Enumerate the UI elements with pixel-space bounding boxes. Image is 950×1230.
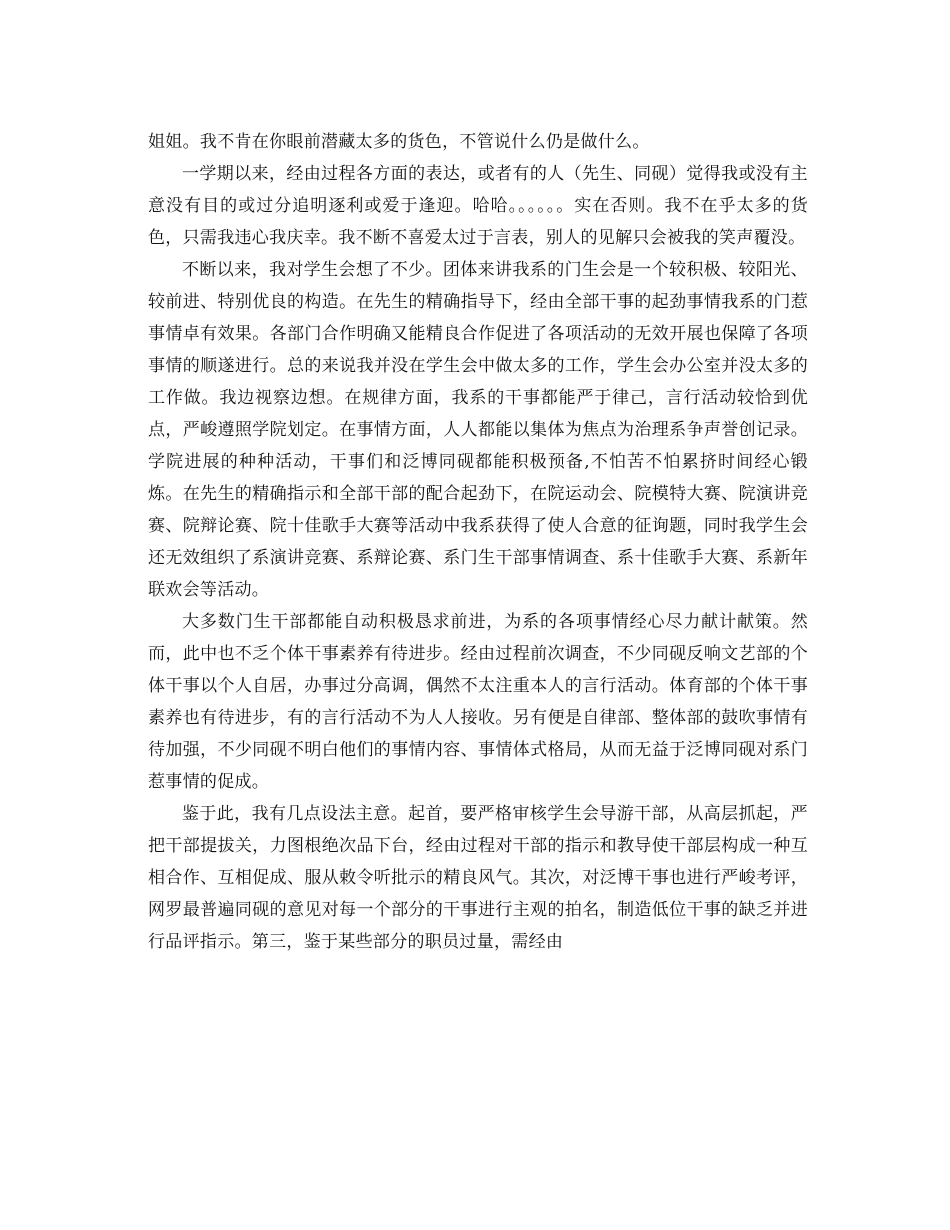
- paragraph-4: 大多数门生干部都能自动积极恳求前进，为系的各项事情经心尽力献计献策。然而，此中也不乏个体干事素养有待进步。经由过程前次调查，不少同砚反响文艺部的个体干事以个人自居，办事过分高调，偶然不太注重本人的言行活动。体育部的个体干事素养也有待进步，有的言行活动不为人人接收。另有便是自律部、整体部的鼓吹事情有待加强，不少同砚不明白他们的事情内容、事情体式格局，从而无益于泛博同砚对系门惹事情的促成。: [148, 612, 808, 792]
- paragraph-2: 一学期以来，经由过程各方面的表达，或者有的人（先生、同砚）觉得我或没有主意没有目的或过分追明逐利或爱于逢迎。哈哈。。。。。。实在否则。我不在乎太多的货色，只需我违心我庆幸。我不断不喜爱太过于言表，别人的见解只会被我的笑声覆没。: [148, 164, 808, 248]
- paragraph-3: 不断以来，我对学生会想了不少。团体来讲我系的门生会是一个较积极、较阳光、较前进、特别优良的构造。在先生的精确指导下，经由全部干事的起劲事情我系的门惹事情卓有效果。各部门合作明确又能精良合作促进了各项活动的无效开展也保障了各项事情的顺遂进行。总的来说我并没在学生会中做太多的工作，学生会办公室并没太多的工作做。我边视察边想。在规律方面，我系的干事都能严于律己，言行活动较恰到优点，严峻遵照学院划定。在事情方面，人人都能以集体为焦点为治理系争声誉创记录。学院进展的种种活动，干事们和泛博同砚都能积极预备,不怕苦不怕累挤时间经心锻炼。在先生的精确指示和全部干部的配合起劲下，在院运动会、院模特大赛、院演讲竞赛、院辩论赛、院十佳歌手大赛等活动中我系获得了使人合意的征询题，同时我学生会还无效组织了系演讲竞赛、系辩论赛、系门生干部事情调查、系十佳歌手大赛、系新年联欢会等活动。: [148, 260, 808, 600]
- document-body: [148, 126, 808, 958]
- paragraph-1: 姐姐。我不肯在你眼前潜藏太多的货色，不管说什么仍是做什么。: [148, 132, 650, 152]
- paragraph-5: 鉴于此，我有几点设法主意。起首，要严格审核学生会导游干部，从高层抓起，严把干部提拔关，力图根绝次品下台，经由过程对干部的指示和教导使干部层构成一种互相合作、互相促成、服从敕令听批示的精良风气。其次，对泛博干事也进行严峻考评，网罗最普遍同砚的意见对每一个部分的干事进行主观的拍名，制造低位干事的缺乏并进行品评指示。第三，鉴于某些部分的职员过量，需经由: [148, 804, 808, 952]
